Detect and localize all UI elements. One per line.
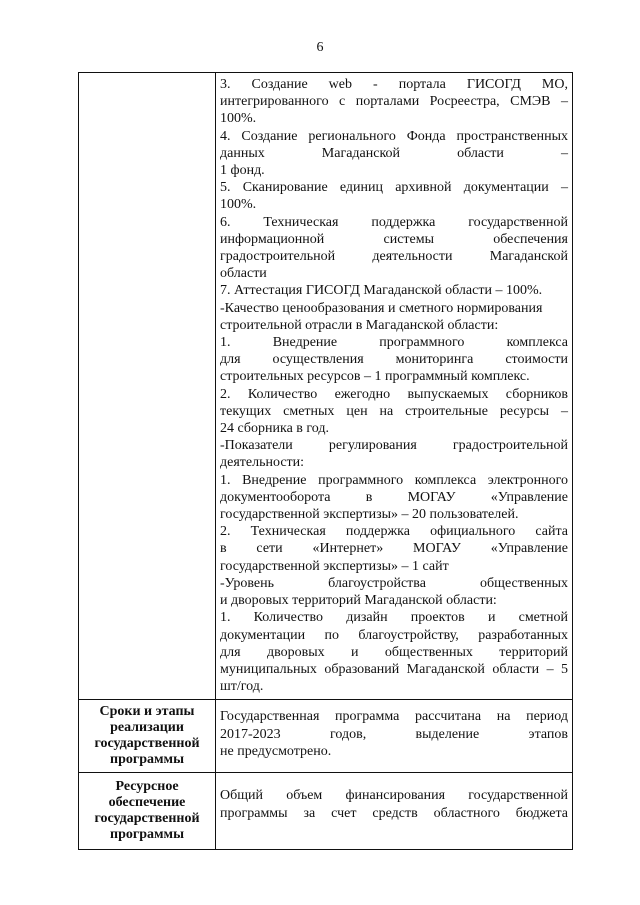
text-line: интегрированного с порталами Росреестра, СМЭВ – — [220, 94, 568, 110]
row-label-terms: Сроки и этапы реализации государственной программы — [79, 700, 216, 773]
text-line: 24 сборника в год. — [220, 421, 330, 437]
text-line: 3. Создание web - портала ГИСОГД МО, — [220, 77, 568, 92]
text-line: шт/год. — [220, 679, 264, 695]
resources-cell — [216, 773, 573, 850]
text-line: муниципальных образований Магаданской области – 5 — [220, 661, 568, 677]
text-line: 1. Внедрение программного комплекса — [220, 335, 568, 351]
text-line: 1. Внедрение программного комплекса электронного — [220, 472, 568, 488]
text-line: -Уровень благоустройства общественных — [220, 575, 568, 591]
text-line: 4. Создание регионального Фонда пространственных — [220, 128, 568, 144]
text-line: не предусмотрено. — [220, 743, 332, 759]
text-line: 100%. — [220, 111, 257, 127]
text-line: 2017-2023 годов, выделение этапов — [220, 726, 568, 742]
text-line: программы за счет средств областного бюджета — [220, 805, 568, 821]
text-line: в сети «Интернет» МОГАУ «Управление — [220, 541, 568, 557]
text-line: 2. Техническая поддержка официального сайта — [220, 524, 568, 540]
row-label-empty — [79, 73, 216, 700]
text-line: информационной системы обеспечения — [220, 231, 568, 247]
terms-cell — [216, 700, 573, 773]
text-line: документации по благоустройству, разработанных — [220, 627, 568, 643]
table-row — [79, 73, 573, 700]
text-line: для осуществления мониторинга стоимости — [220, 352, 568, 368]
text-line: 6. Техническая поддержка государственной — [220, 214, 568, 230]
table-row — [79, 773, 573, 850]
text-line: 1. Количество дизайн проектов и сметной — [220, 610, 568, 626]
row-label-resources: Ресурсное обеспечение государственной программы — [79, 773, 216, 850]
text-line: государственной экспертизы» – 1 сайт — [220, 558, 449, 574]
text-line: -Качество ценообразования и сметного нормирования — [220, 300, 543, 316]
text-line: градостроительной деятельности Магаданской — [220, 249, 568, 265]
indicators-cell — [216, 73, 573, 700]
page-number: 6 — [316, 40, 324, 55]
text-line: государственной экспертизы» – 20 пользователей. — [220, 507, 519, 523]
text-line: Общий объем финансирования государственной — [220, 788, 568, 804]
text-line: 1 фонд. — [220, 163, 265, 179]
text-line: текущих сметных цен на строительные ресурсы – — [220, 403, 568, 419]
text-line: строительных ресурсов – 1 программный комплекс. — [220, 369, 530, 385]
text-line: 100%. — [220, 197, 257, 213]
text-line: для дворовых и общественных территорий — [220, 644, 568, 660]
program-passport-table — [78, 72, 573, 850]
text-line: -Показатели регулирования градостроительной — [220, 438, 568, 454]
text-line: Государственная программа рассчитана на период — [220, 709, 568, 725]
text-line: области — [220, 266, 267, 282]
table-row — [79, 700, 573, 773]
text-line: и дворовых территорий Магаданской области: — [220, 593, 497, 609]
text-line: 2. Количество ежегодно выпускаемых сборников — [220, 386, 568, 402]
text-line: 5. Сканирование единиц архивной документации – — [220, 180, 568, 196]
text-line: данных Магаданской области – — [220, 145, 568, 161]
text-line: деятельности: — [220, 455, 305, 471]
text-line: строительной отрасли в Магаданской области: — [220, 317, 499, 333]
text-line: 7. Аттестация ГИСОГД Магаданской области – 100%. — [220, 283, 543, 299]
text-line: документооборота в МОГАУ «Управление — [220, 489, 568, 505]
